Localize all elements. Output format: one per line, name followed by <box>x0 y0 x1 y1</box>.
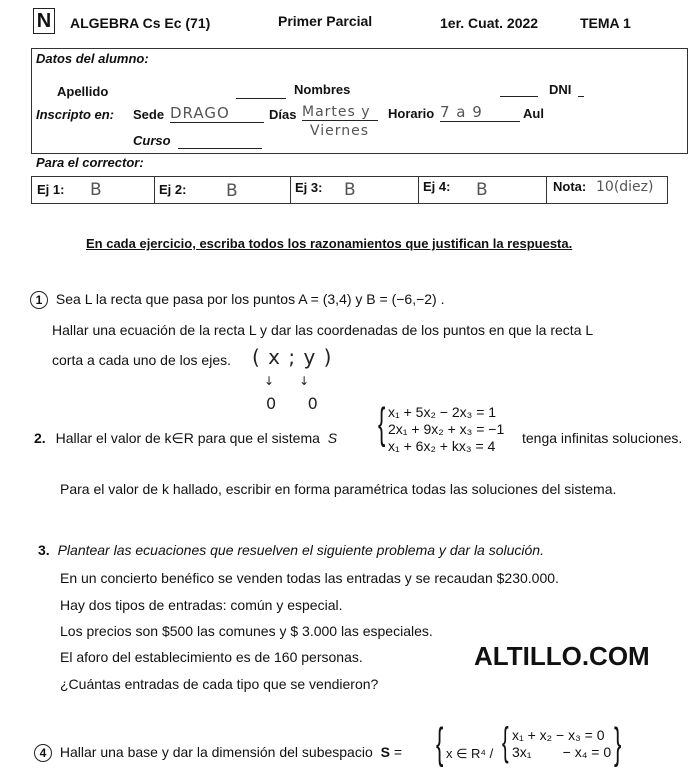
question-3 <box>38 542 544 558</box>
set-name: S <box>380 744 390 760</box>
system-brace: { <box>502 720 509 764</box>
question-3-line: ¿Cuántas entradas de cada tipo que se vendieron? <box>60 676 379 692</box>
apellido-label: Apellido <box>57 84 109 99</box>
equation-1: x₁ + x₂ − x₃ = 0 <box>512 727 605 743</box>
question-number: 1 <box>30 291 48 309</box>
sede-label: Sede <box>133 107 165 122</box>
grade-value: B <box>90 180 103 200</box>
grade-value: B <box>476 180 489 200</box>
dias-value-continued: Viernes <box>310 123 370 139</box>
corrector-label: Para el corrector: <box>36 155 144 170</box>
equation-2: 2x₁ + 9x₂ + x₃ = −1 <box>388 421 505 437</box>
question-2-after: tenga infinitas soluciones. <box>522 430 683 446</box>
system-name: S <box>327 430 338 446</box>
handwritten-arrows: ↓ ↓ <box>264 374 311 388</box>
set-brace-open: { <box>436 719 444 768</box>
question-1-line-2: Hallar una ecuación de la recta L y dar las coordenadas de los puntos en que la recta L <box>52 322 594 338</box>
question-text: Sea L la recta que pasa por los puntos A = (3,4) y B = (−6,−2) . <box>55 291 445 307</box>
exam-tema: TEMA 1 <box>580 15 631 31</box>
question-3-line: En un concierto benéfico se venden todas las entradas y se recaudan $230.000. <box>60 570 559 586</box>
curso-label: Curso <box>133 133 171 148</box>
subspace-equations <box>512 727 611 761</box>
handwritten-zeros: 0 0 <box>266 394 319 413</box>
set-brace-close: } <box>614 719 622 768</box>
system-brace: { <box>378 399 386 448</box>
question-2 <box>34 430 337 447</box>
version-letter: N <box>33 8 55 34</box>
dias-value[interactable]: Martes y <box>302 104 378 121</box>
grade-cell-3 <box>290 177 419 203</box>
exam-title: Primer Parcial <box>278 13 373 29</box>
grade-value: B <box>226 181 239 201</box>
question-text: Hallar una base y dar la dimensión del subespacio <box>59 744 373 760</box>
question-2-line-2: Para el valor de k hallado, escribir en forma paramétrica todas las soluciones del sistema. <box>60 481 617 497</box>
equation-2: 3x₁ − x₄ = 0 <box>512 744 612 760</box>
dni-label: DNI <box>549 82 572 97</box>
question-1-line-3: corta a cada uno de los ejes. <box>52 352 232 368</box>
question-1 <box>30 291 445 309</box>
nombres-field[interactable] <box>500 82 538 97</box>
question-3-line: Hay dos tipos de entradas: común y especial. <box>60 597 343 613</box>
nota-cell <box>546 177 666 203</box>
question-4: 4 Hallar una base y dar la dimensión del subespacio S = <box>34 744 402 762</box>
curso-field[interactable] <box>178 134 262 149</box>
grade-label: Ej 1: <box>37 182 65 197</box>
watermark: ALTILLO.COM <box>474 641 650 671</box>
equation-3: x₁ + 6x₂ + kx₃ = 4 <box>388 438 496 454</box>
question-number: 3. <box>38 542 50 558</box>
grade-label: Ej 2: <box>159 182 187 197</box>
grade-cell-1 <box>32 177 155 203</box>
dni-field[interactable] <box>578 82 584 97</box>
handwritten-answer: ( x ; y ) <box>252 345 333 369</box>
question-text: Hallar el valor de k∈R para que el sistema <box>55 430 320 446</box>
question-3-line: El aforo del establecimiento es de 160 personas. <box>60 649 363 665</box>
inscripto-label: Inscripto en: <box>36 107 115 122</box>
nombres-label: Nombres <box>294 82 351 97</box>
grade-label: Ej 3: <box>295 180 323 195</box>
grade-cell-2 <box>154 177 291 203</box>
horario-label: Horario <box>388 106 435 121</box>
question-title: Plantear las ecuaciones que resuelven el siguiente problema y dar la solución. <box>57 542 544 558</box>
equation-1: x₁ + 5x₂ − 2x₃ = 1 <box>388 404 497 420</box>
aula-label: Aul <box>523 106 544 121</box>
exam-period: 1er. Cuat. 2022 <box>440 15 539 31</box>
course-title: ALGEBRA Cs Ec (71) <box>70 15 211 31</box>
grade-cell-4 <box>418 177 547 203</box>
question-number: 2. <box>34 430 46 446</box>
grades-box <box>31 176 668 204</box>
equation-system <box>388 404 504 455</box>
student-section-label: Datos del alumno: <box>36 51 149 66</box>
dias-label: Días <box>269 107 297 122</box>
question-number: 4 <box>34 744 52 762</box>
nota-value: 10(diez) <box>596 179 654 195</box>
grade-label: Ej 4: <box>423 179 451 194</box>
instruction: En cada ejercicio, escriba todos los razonamientos que justifican la respuesta. <box>86 236 573 251</box>
grade-value: B <box>344 180 357 200</box>
sede-value[interactable]: DRAGO <box>170 104 264 123</box>
question-3-line: Los precios son $500 las comunes y $ 3.000 las especiales. <box>60 623 433 639</box>
nota-label: Nota: <box>553 179 587 194</box>
apellido-field[interactable] <box>236 84 286 99</box>
set-condition: x ∈ R⁴ / <box>446 746 494 761</box>
horario-value[interactable]: 7 a 9 <box>440 103 520 122</box>
